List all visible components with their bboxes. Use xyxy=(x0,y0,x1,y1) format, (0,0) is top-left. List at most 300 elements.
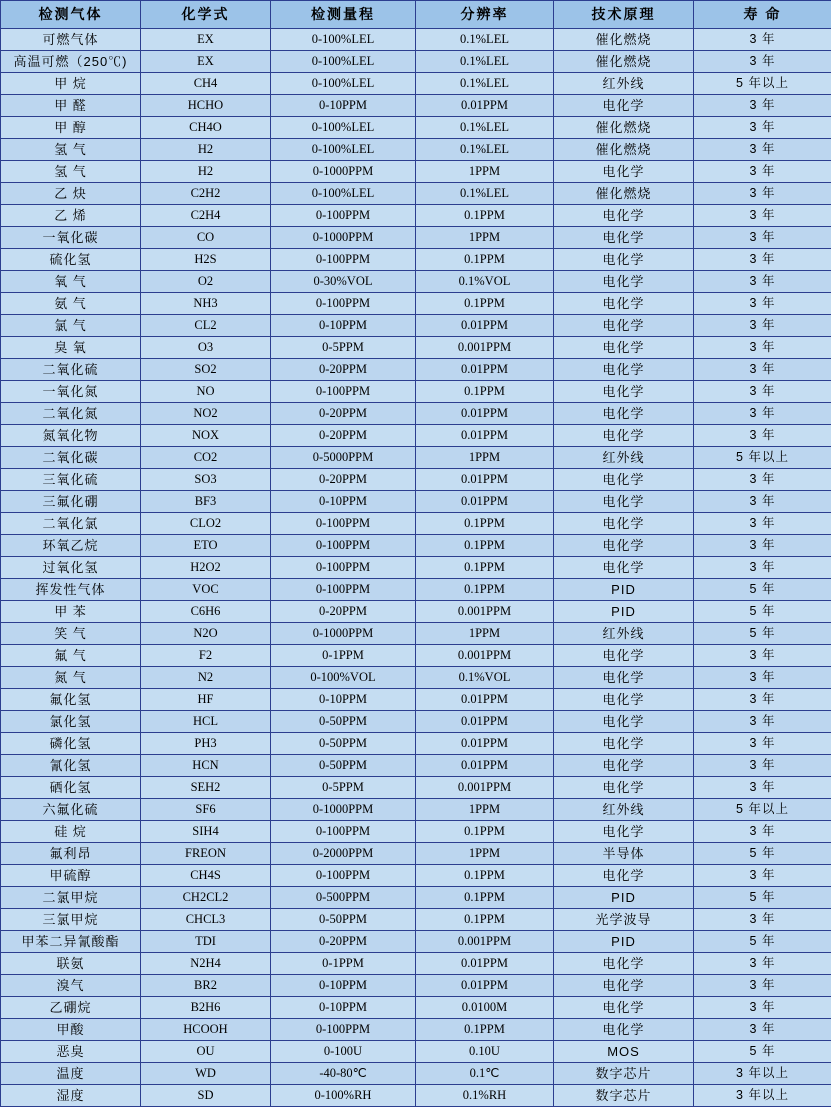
table-cell: 笑 气 xyxy=(1,623,141,645)
table-cell: 0-100%LEL xyxy=(271,29,416,51)
table-cell: 电化学 xyxy=(554,645,694,667)
table-cell: 二氧化氯 xyxy=(1,513,141,535)
table-cell: HCL xyxy=(141,711,271,733)
table-cell: 0.01PPM xyxy=(416,733,554,755)
table-cell: 电化学 xyxy=(554,95,694,117)
table-cell: 0-100%LEL xyxy=(271,51,416,73)
table-cell: 3 年 xyxy=(694,183,831,205)
table-cell: SO2 xyxy=(141,359,271,381)
table-cell: VOC xyxy=(141,579,271,601)
table-cell: H2 xyxy=(141,161,271,183)
table-cell: 0.1PPM xyxy=(416,579,554,601)
table-cell: -40-80℃ xyxy=(271,1063,416,1085)
table-cell: 0.1%VOL xyxy=(416,667,554,689)
table-cell: 3 年 xyxy=(694,755,831,777)
table-cell: 0-100PPM xyxy=(271,579,416,601)
table-cell: 氮 气 xyxy=(1,667,141,689)
table-cell: 环氧乙烷 xyxy=(1,535,141,557)
table-cell: 3 年 xyxy=(694,337,831,359)
table-cell: 1PPM xyxy=(416,799,554,821)
table-cell: EX xyxy=(141,29,271,51)
table-row xyxy=(1,601,831,623)
table-cell: 0.1%LEL xyxy=(416,117,554,139)
table-cell: 0.1PPM xyxy=(416,887,554,909)
table-cell: 5 年 xyxy=(694,601,831,623)
table-cell: 0-20PPM xyxy=(271,403,416,425)
table-cell: 3 年 xyxy=(694,227,831,249)
table-cell: 乙硼烷 xyxy=(1,997,141,1019)
table-cell: 电化学 xyxy=(554,205,694,227)
table-cell: FREON xyxy=(141,843,271,865)
table-cell: CH4S xyxy=(141,865,271,887)
table-cell: 二氧化氮 xyxy=(1,403,141,425)
table-cell: 0.1PPM xyxy=(416,513,554,535)
table-cell: 0-100PPM xyxy=(271,513,416,535)
table-row xyxy=(1,689,831,711)
table-cell: 0-100PPM xyxy=(271,381,416,403)
table-cell: 0-100PPM xyxy=(271,293,416,315)
column-header-gas: 检测气体 xyxy=(1,1,141,29)
table-cell: 电化学 xyxy=(554,293,694,315)
table-row xyxy=(1,95,831,117)
table-cell: 0-30%VOL xyxy=(271,271,416,293)
table-cell: 数字芯片 xyxy=(554,1063,694,1085)
table-cell: 温度 xyxy=(1,1063,141,1085)
table-row xyxy=(1,557,831,579)
table-cell: 0.1PPM xyxy=(416,293,554,315)
table-cell: CO2 xyxy=(141,447,271,469)
column-header-range: 检测量程 xyxy=(271,1,416,29)
table-cell: 0-20PPM xyxy=(271,601,416,623)
table-cell: 0-50PPM xyxy=(271,909,416,931)
table-cell: 5 年 xyxy=(694,931,831,953)
column-header-resolution: 分辨率 xyxy=(416,1,554,29)
table-row xyxy=(1,381,831,403)
table-row xyxy=(1,843,831,865)
table-cell: 二氧化硫 xyxy=(1,359,141,381)
table-cell: 光学波导 xyxy=(554,909,694,931)
table-cell: 0.1PPM xyxy=(416,865,554,887)
table-cell: 0-5000PPM xyxy=(271,447,416,469)
table-cell: HF xyxy=(141,689,271,711)
table-cell: 电化学 xyxy=(554,953,694,975)
table-cell: 0.001PPM xyxy=(416,645,554,667)
table-cell: 3 年 xyxy=(694,821,831,843)
table-cell: 0.1%LEL xyxy=(416,51,554,73)
table-cell: 磷化氢 xyxy=(1,733,141,755)
table-cell: 3 年 xyxy=(694,733,831,755)
table-cell: N2O xyxy=(141,623,271,645)
table-cell: 0-1PPM xyxy=(271,953,416,975)
table-row xyxy=(1,139,831,161)
table-cell: CL2 xyxy=(141,315,271,337)
table-cell: 3 年 xyxy=(694,95,831,117)
table-cell: 0-100PPM xyxy=(271,205,416,227)
table-cell: 红外线 xyxy=(554,447,694,469)
table-cell: 三氧化硫 xyxy=(1,469,141,491)
table-cell: 0.1PPM xyxy=(416,535,554,557)
table-row xyxy=(1,1019,831,1041)
table-cell: H2 xyxy=(141,139,271,161)
table-cell: 0-100PPM xyxy=(271,535,416,557)
table-cell: 臭 氧 xyxy=(1,337,141,359)
table-row xyxy=(1,777,831,799)
table-header xyxy=(1,1,831,29)
column-header-principle: 技术原理 xyxy=(554,1,694,29)
table-cell: 0-100PPM xyxy=(271,821,416,843)
table-cell: 5 年 xyxy=(694,843,831,865)
table-row xyxy=(1,491,831,513)
table-cell: 0-20PPM xyxy=(271,359,416,381)
table-cell: 联氨 xyxy=(1,953,141,975)
table-cell: 0-50PPM xyxy=(271,733,416,755)
table-cell: 电化学 xyxy=(554,975,694,997)
table-cell: O3 xyxy=(141,337,271,359)
table-cell: B2H6 xyxy=(141,997,271,1019)
table-cell: WD xyxy=(141,1063,271,1085)
table-row xyxy=(1,623,831,645)
table-cell: CHCL3 xyxy=(141,909,271,931)
table-cell: CH2CL2 xyxy=(141,887,271,909)
table-row xyxy=(1,579,831,601)
table-cell: 电化学 xyxy=(554,821,694,843)
table-cell: NO xyxy=(141,381,271,403)
table-cell: 3 年 xyxy=(694,777,831,799)
table-cell: 5 年 xyxy=(694,623,831,645)
table-cell: ETO xyxy=(141,535,271,557)
table-cell: 硅 烷 xyxy=(1,821,141,843)
table-cell: 0-1PPM xyxy=(271,645,416,667)
table-cell: 0-50PPM xyxy=(271,755,416,777)
table-cell: 氟利昂 xyxy=(1,843,141,865)
table-cell: 溴气 xyxy=(1,975,141,997)
table-cell: 0.01PPM xyxy=(416,425,554,447)
table-cell: 3 年 xyxy=(694,51,831,73)
table-cell: 甲 醇 xyxy=(1,117,141,139)
table-cell: H2S xyxy=(141,249,271,271)
table-cell: 3 年 xyxy=(694,491,831,513)
table-cell: 甲苯二异氰酸酯 xyxy=(1,931,141,953)
table-cell: 红外线 xyxy=(554,73,694,95)
table-body xyxy=(1,29,831,1107)
column-header-lifetime: 寿 命 xyxy=(694,1,831,29)
table-cell: 0-5PPM xyxy=(271,337,416,359)
table-cell: HCOOH xyxy=(141,1019,271,1041)
table-row xyxy=(1,29,831,51)
table-cell: SF6 xyxy=(141,799,271,821)
table-row xyxy=(1,733,831,755)
table-row xyxy=(1,161,831,183)
table-cell: 恶臭 xyxy=(1,1041,141,1063)
table-cell: 3 年 xyxy=(694,359,831,381)
table-cell: 0-100PPM xyxy=(271,1019,416,1041)
table-cell: 0.001PPM xyxy=(416,777,554,799)
table-cell: 3 年 xyxy=(694,1019,831,1041)
table-cell: BR2 xyxy=(141,975,271,997)
table-row xyxy=(1,315,831,337)
table-cell: 电化学 xyxy=(554,689,694,711)
table-cell: TDI xyxy=(141,931,271,953)
table-cell: 0-10PPM xyxy=(271,95,416,117)
table-cell: 电化学 xyxy=(554,315,694,337)
table-row xyxy=(1,887,831,909)
table-cell: 0.1%LEL xyxy=(416,73,554,95)
column-header-formula: 化学式 xyxy=(141,1,271,29)
table-cell: 3 年 xyxy=(694,953,831,975)
table-cell: 甲硫醇 xyxy=(1,865,141,887)
table-cell: 乙 烯 xyxy=(1,205,141,227)
table-cell: 0.01PPM xyxy=(416,403,554,425)
table-row xyxy=(1,425,831,447)
table-cell: 0.1%LEL xyxy=(416,139,554,161)
table-cell: 0-100PPM xyxy=(271,249,416,271)
table-cell: 0.0100M xyxy=(416,997,554,1019)
table-cell: NO2 xyxy=(141,403,271,425)
table-cell: 5 年以上 xyxy=(694,799,831,821)
table-row xyxy=(1,997,831,1019)
table-cell: 二氧化碳 xyxy=(1,447,141,469)
table-cell: SD xyxy=(141,1085,271,1107)
table-cell: PID xyxy=(554,579,694,601)
table-cell: CO xyxy=(141,227,271,249)
table-cell: 1PPM xyxy=(416,843,554,865)
table-cell: 红外线 xyxy=(554,799,694,821)
table-cell: EX xyxy=(141,51,271,73)
table-header-row xyxy=(1,1,831,29)
table-cell: F2 xyxy=(141,645,271,667)
table-cell: 电化学 xyxy=(554,755,694,777)
table-cell: 3 年以上 xyxy=(694,1085,831,1107)
table-cell: PID xyxy=(554,601,694,623)
table-cell: 六氟化硫 xyxy=(1,799,141,821)
table-cell: 3 年 xyxy=(694,271,831,293)
table-cell: 甲 烷 xyxy=(1,73,141,95)
table-cell: N2 xyxy=(141,667,271,689)
table-cell: 3 年 xyxy=(694,293,831,315)
table-cell: 0-100%LEL xyxy=(271,183,416,205)
table-cell: 3 年 xyxy=(694,645,831,667)
table-cell: 0-500PPM xyxy=(271,887,416,909)
table-cell: 0.001PPM xyxy=(416,931,554,953)
table-row xyxy=(1,953,831,975)
table-cell: C2H4 xyxy=(141,205,271,227)
table-cell: 0.1PPM xyxy=(416,1019,554,1041)
table-row xyxy=(1,205,831,227)
table-row xyxy=(1,117,831,139)
table-cell: 1PPM xyxy=(416,447,554,469)
table-row xyxy=(1,711,831,733)
table-row xyxy=(1,1063,831,1085)
table-cell: OU xyxy=(141,1041,271,1063)
table-row xyxy=(1,1085,831,1107)
table-cell: 0-20PPM xyxy=(271,425,416,447)
table-cell: 3 年 xyxy=(694,667,831,689)
table-cell: 甲 醛 xyxy=(1,95,141,117)
table-row xyxy=(1,293,831,315)
table-cell: 红外线 xyxy=(554,623,694,645)
table-row xyxy=(1,799,831,821)
table-cell: SEH2 xyxy=(141,777,271,799)
table-cell: 5 年 xyxy=(694,579,831,601)
table-row xyxy=(1,755,831,777)
table-row xyxy=(1,667,831,689)
table-cell: 三氟化硼 xyxy=(1,491,141,513)
table-row xyxy=(1,337,831,359)
table-cell: MOS xyxy=(554,1041,694,1063)
table-cell: CH4O xyxy=(141,117,271,139)
table-cell: 0-20PPM xyxy=(271,469,416,491)
table-cell: 一氧化氮 xyxy=(1,381,141,403)
table-cell: C2H2 xyxy=(141,183,271,205)
table-cell: 3 年 xyxy=(694,865,831,887)
table-cell: 0.01PPM xyxy=(416,359,554,381)
table-cell: 电化学 xyxy=(554,381,694,403)
table-cell: 电化学 xyxy=(554,513,694,535)
table-row xyxy=(1,975,831,997)
table-cell: PID xyxy=(554,887,694,909)
table-cell: 电化学 xyxy=(554,535,694,557)
table-cell: 0.1PPM xyxy=(416,381,554,403)
table-cell: 0.01PPM xyxy=(416,689,554,711)
table-cell: 氯 气 xyxy=(1,315,141,337)
table-cell: 0-2000PPM xyxy=(271,843,416,865)
table-cell: 电化学 xyxy=(554,161,694,183)
table-row xyxy=(1,865,831,887)
table-cell: 催化燃烧 xyxy=(554,117,694,139)
table-cell: 氰化氢 xyxy=(1,755,141,777)
table-cell: PH3 xyxy=(141,733,271,755)
table-cell: 1PPM xyxy=(416,623,554,645)
table-cell: 0-100%RH xyxy=(271,1085,416,1107)
table-row xyxy=(1,447,831,469)
table-cell: 0-100%LEL xyxy=(271,139,416,161)
table-cell: 乙 炔 xyxy=(1,183,141,205)
table-cell: 3 年 xyxy=(694,425,831,447)
table-cell: 电化学 xyxy=(554,1019,694,1041)
table-cell: 氟 气 xyxy=(1,645,141,667)
table-cell: HCN xyxy=(141,755,271,777)
table-cell: 0.01PPM xyxy=(416,491,554,513)
table-cell: 催化燃烧 xyxy=(554,51,694,73)
table-cell: 0-1000PPM xyxy=(271,227,416,249)
table-cell: 电化学 xyxy=(554,403,694,425)
table-cell: CLO2 xyxy=(141,513,271,535)
table-cell: 可燃气体 xyxy=(1,29,141,51)
table-cell: 氢 气 xyxy=(1,139,141,161)
table-cell: 0-1000PPM xyxy=(271,799,416,821)
table-cell: 0.001PPM xyxy=(416,601,554,623)
table-cell: 0.1PPM xyxy=(416,249,554,271)
table-cell: 5 年以上 xyxy=(694,73,831,95)
table-cell: 3 年以上 xyxy=(694,1063,831,1085)
table-cell: 0.01PPM xyxy=(416,469,554,491)
table-cell: H2O2 xyxy=(141,557,271,579)
table-cell: 氟化氢 xyxy=(1,689,141,711)
table-cell: 电化学 xyxy=(554,865,694,887)
table-cell: 3 年 xyxy=(694,139,831,161)
table-cell: 三氯甲烷 xyxy=(1,909,141,931)
table-cell: 0-10PPM xyxy=(271,689,416,711)
table-cell: SIH4 xyxy=(141,821,271,843)
table-cell: BF3 xyxy=(141,491,271,513)
table-row xyxy=(1,73,831,95)
table-cell: 电化学 xyxy=(554,733,694,755)
table-cell: 电化学 xyxy=(554,711,694,733)
table-cell: 氯化氢 xyxy=(1,711,141,733)
table-cell: 3 年 xyxy=(694,975,831,997)
table-cell: 3 年 xyxy=(694,513,831,535)
table-cell: 电化学 xyxy=(554,667,694,689)
table-cell: 0-10PPM xyxy=(271,491,416,513)
table-cell: 电化学 xyxy=(554,337,694,359)
table-cell: 3 年 xyxy=(694,381,831,403)
table-cell: 0.1%LEL xyxy=(416,29,554,51)
table-cell: 5 年 xyxy=(694,1041,831,1063)
table-row xyxy=(1,227,831,249)
table-cell: 0-1000PPM xyxy=(271,623,416,645)
table-cell: 3 年 xyxy=(694,161,831,183)
table-cell: 甲 苯 xyxy=(1,601,141,623)
table-cell: 0.1PPM xyxy=(416,557,554,579)
table-cell: 3 年 xyxy=(694,403,831,425)
table-cell: 电化学 xyxy=(554,469,694,491)
table-cell: 催化燃烧 xyxy=(554,139,694,161)
table-cell: 0-100%LEL xyxy=(271,117,416,139)
table-cell: 0.01PPM xyxy=(416,711,554,733)
table-cell: 电化学 xyxy=(554,359,694,381)
table-cell: O2 xyxy=(141,271,271,293)
table-row xyxy=(1,359,831,381)
table-cell: 0.01PPM xyxy=(416,95,554,117)
table-cell: N2H4 xyxy=(141,953,271,975)
table-row xyxy=(1,183,831,205)
table-cell: 1PPM xyxy=(416,161,554,183)
table-cell: 氧 气 xyxy=(1,271,141,293)
table-cell: HCHO xyxy=(141,95,271,117)
table-cell: NOX xyxy=(141,425,271,447)
table-cell: 0-10PPM xyxy=(271,315,416,337)
table-row xyxy=(1,821,831,843)
table-row xyxy=(1,51,831,73)
table-cell: 0.01PPM xyxy=(416,315,554,337)
table-cell: 0-100PPM xyxy=(271,865,416,887)
table-cell: 硒化氢 xyxy=(1,777,141,799)
table-cell: 电化学 xyxy=(554,425,694,447)
table-cell: 3 年 xyxy=(694,29,831,51)
table-cell: 0.01PPM xyxy=(416,975,554,997)
table-cell: 0.1%LEL xyxy=(416,183,554,205)
table-cell: 3 年 xyxy=(694,711,831,733)
table-cell: 0.01PPM xyxy=(416,953,554,975)
table-cell: 0.1℃ xyxy=(416,1063,554,1085)
table-row xyxy=(1,271,831,293)
table-cell: SO3 xyxy=(141,469,271,491)
table-cell: NH3 xyxy=(141,293,271,315)
table-cell: 0.01PPM xyxy=(416,755,554,777)
table-row xyxy=(1,909,831,931)
table-cell: 3 年 xyxy=(694,557,831,579)
table-cell: 高温可燃（250℃) xyxy=(1,51,141,73)
table-cell: 3 年 xyxy=(694,315,831,337)
table-cell: 0-50PPM xyxy=(271,711,416,733)
table-cell: 0.1PPM xyxy=(416,909,554,931)
table-row xyxy=(1,249,831,271)
table-cell: 电化学 xyxy=(554,491,694,513)
table-cell: 半导体 xyxy=(554,843,694,865)
table-row xyxy=(1,1041,831,1063)
table-cell: 电化学 xyxy=(554,997,694,1019)
table-cell: 0-10PPM xyxy=(271,997,416,1019)
